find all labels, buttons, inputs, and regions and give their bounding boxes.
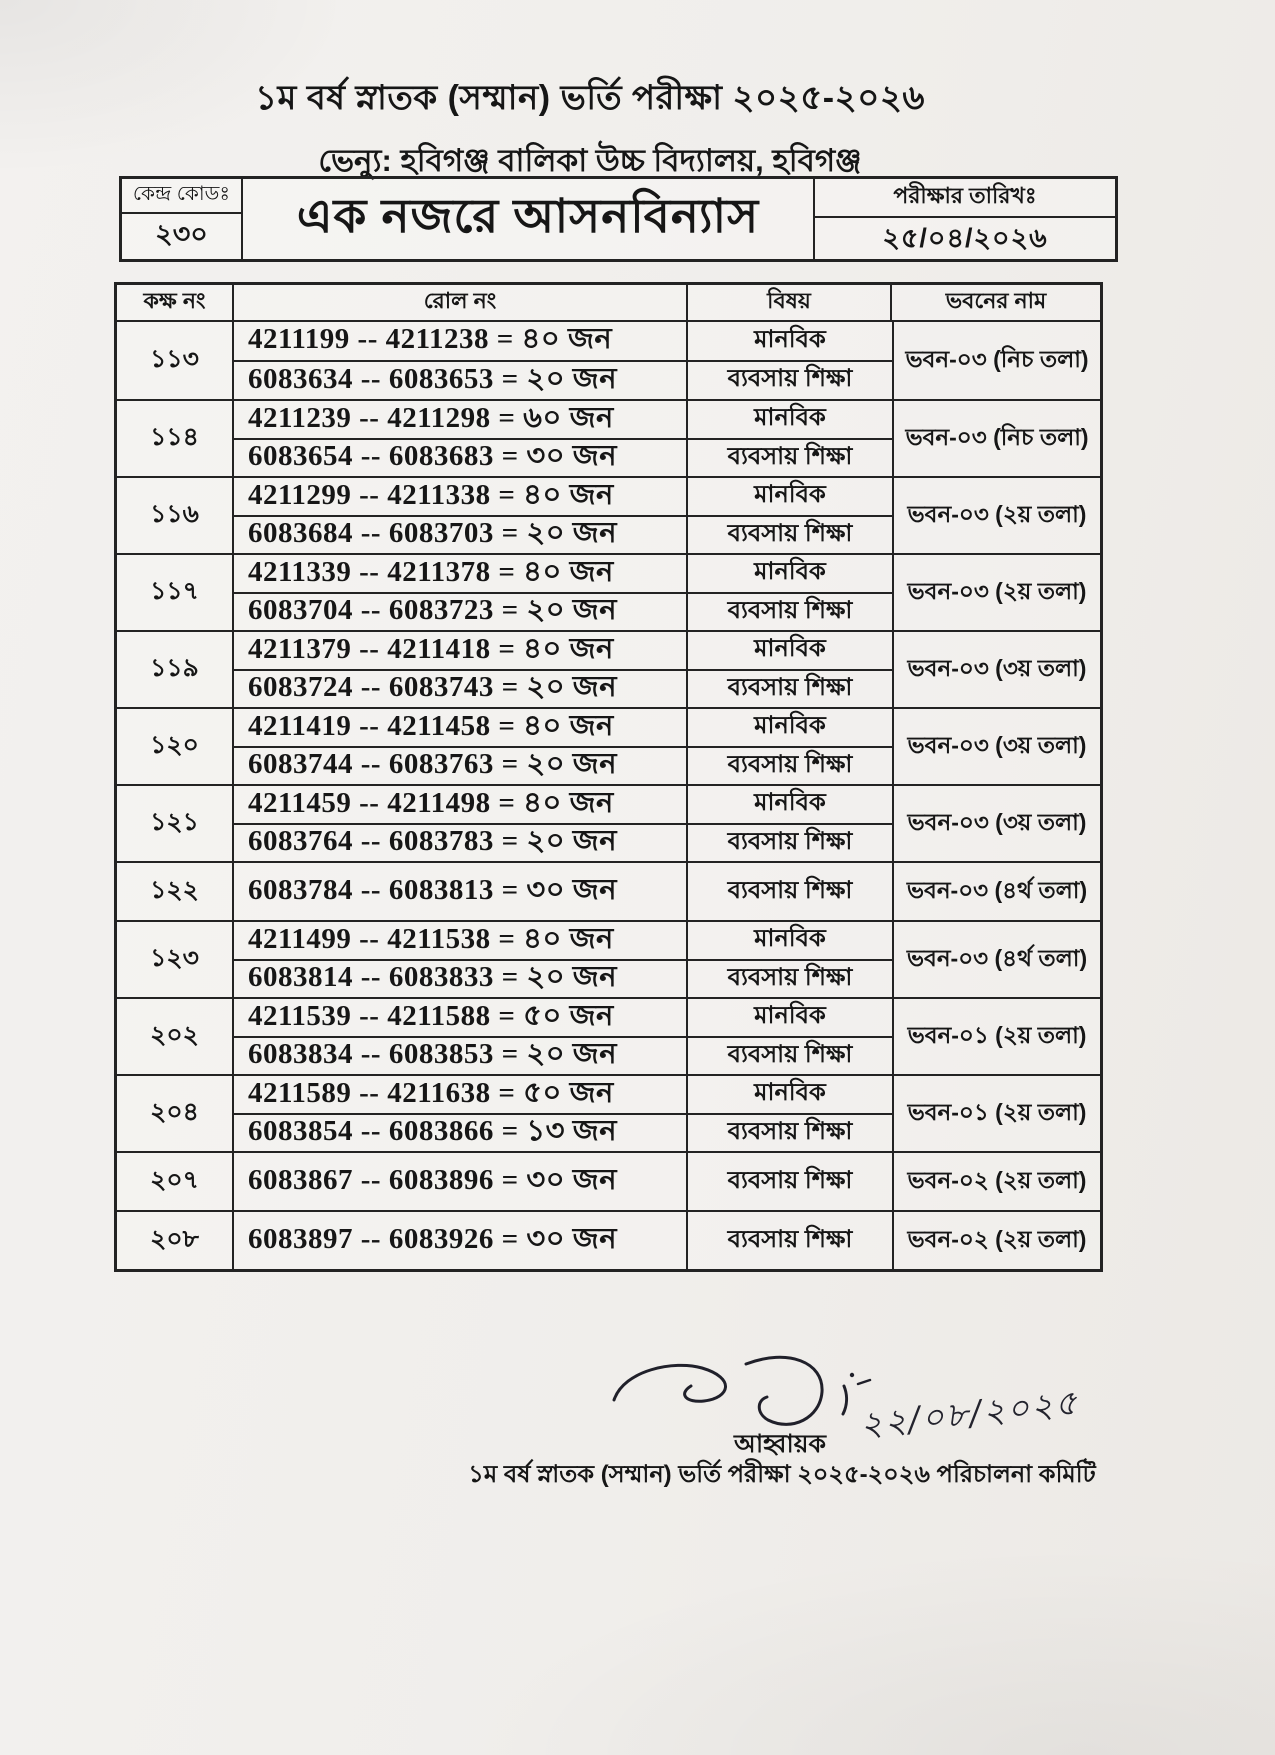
roll-subject-subrow: [234, 1076, 892, 1113]
page-title: এক নজরে আসনবিন্যাস: [296, 189, 760, 242]
roll-subject-group: [234, 322, 892, 399]
table-row: [117, 1074, 1100, 1151]
building-name-cell: ভবন-০৩ (নিচ তলা): [892, 401, 1100, 476]
subject-cell: মানবিক: [754, 404, 826, 432]
roll-range-cell: 4211539 -- 4211588 = ৫০ জন: [234, 999, 688, 1036]
roll-subject-subrow: [234, 401, 892, 438]
table-row: [117, 322, 1100, 399]
room-number-cell: ২০৪: [117, 1076, 234, 1151]
room-number-cell: ১১৩: [117, 322, 234, 399]
roll-subject-subrow: [234, 322, 892, 360]
roll-subject-subrow: [234, 959, 892, 998]
building-name-cell: ভবন-০১ (২য় তলা): [892, 1076, 1100, 1151]
subject-cell: মানবিক: [754, 325, 826, 353]
table-row: [117, 920, 1100, 997]
table-row: [117, 399, 1100, 476]
info-box: [119, 176, 1118, 262]
building-name-cell: ভবন-০৩ (৩য় তলা): [892, 632, 1100, 707]
roll-subject-group: [234, 1212, 892, 1269]
subject-cell: মানবিক: [754, 635, 826, 663]
roll-subject-group: [234, 555, 892, 630]
seating-table: [114, 282, 1103, 1272]
roll-range-cell: 4211379 -- 4211418 = ৪০ জন: [234, 632, 688, 669]
table-row: [117, 553, 1100, 630]
subject-cell: ব্যবসায় শিক্ষা: [727, 519, 853, 547]
subject-cell: মানবিক: [754, 712, 826, 740]
building-name-cell: ভবন-০৩ (২য় তলা): [892, 478, 1100, 553]
subject-cell: ব্যবসায় শিক্ষা: [727, 876, 853, 904]
roll-subject-subrow: [234, 746, 892, 785]
table-row: [117, 476, 1100, 553]
subject-cell: ব্যবসায় শিক্ষা: [727, 442, 853, 470]
building-name-cell: ভবন-০৩ (নিচ তলা): [892, 322, 1100, 399]
table-row: [117, 1151, 1100, 1210]
roll-subject-subrow: [234, 555, 892, 592]
roll-range-cell: 6083704 -- 6083723 = ২০ জন: [234, 594, 688, 631]
roll-subject-subrow: [234, 786, 892, 823]
room-number-cell: ১২১: [117, 786, 234, 861]
room-number-cell: ২০৭: [117, 1153, 234, 1210]
subject-cell: মানবিক: [754, 925, 826, 953]
room-number-cell: ১১৬: [117, 478, 234, 553]
roll-range-cell: 4211239 -- 4211298 = ৬০ জন: [234, 401, 688, 438]
subject-cell: মানবিক: [754, 558, 826, 586]
subject-cell: ব্যবসায় শিক্ষা: [727, 1040, 853, 1068]
building-name-cell: ভবন-০১ (২য় তলা): [892, 999, 1100, 1074]
table-row: [117, 707, 1100, 784]
subject-cell: মানবিক: [754, 1002, 826, 1030]
roll-range-cell: 6083744 -- 6083763 = ২০ জন: [234, 748, 688, 785]
committee-line: ১ম বর্ষ স্নাতক (সম্মান) ভর্তি পরীক্ষা ২০২৫-২০২৬ পরিচালনা কমিটি: [468, 1461, 1096, 1488]
roll-range-cell: 6083684 -- 6083703 = ২০ জন: [234, 517, 688, 554]
roll-range-cell: 6083784 -- 6083813 = ৩০ জন: [234, 863, 688, 920]
subject-cell: ব্যবসায় শিক্ষা: [727, 1166, 853, 1194]
roll-subject-subrow: [234, 922, 892, 959]
roll-range-cell: 4211199 -- 4211238 = ৪০ জন: [234, 322, 688, 360]
center-code-cell: [122, 179, 243, 259]
convener-label: আহ্বায়ক: [734, 1430, 826, 1458]
roll-subject-subrow: [234, 999, 892, 1036]
room-number-cell: ২০৮: [117, 1212, 234, 1269]
subject-cell: মানবিক: [754, 789, 826, 817]
roll-subject-group: [234, 709, 892, 784]
roll-subject-subrow: [234, 592, 892, 631]
building-name-cell: ভবন-০২ (২য় তলা): [892, 1212, 1100, 1269]
roll-subject-subrow: [234, 438, 892, 477]
roll-subject-group: [234, 863, 892, 920]
roll-subject-group: [234, 922, 892, 997]
roll-range-cell: 6083724 -- 6083743 = ২০ জন: [234, 671, 688, 708]
roll-subject-subrow: [234, 669, 892, 708]
roll-subject-group: [234, 1076, 892, 1151]
room-number-cell: ১২৩: [117, 922, 234, 997]
subject-cell: ব্যবসায় শিক্ষা: [727, 827, 853, 855]
handwritten-date: ২২/০৮/২০২৫: [858, 1382, 1081, 1446]
roll-range-cell: 4211299 -- 4211338 = ৪০ জন: [234, 478, 688, 515]
table-row: [117, 1210, 1100, 1269]
building-name-cell: ভবন-০৩ (৩য় তলা): [892, 709, 1100, 784]
roll-subject-subrow: [234, 823, 892, 862]
building-name-cell: ভবন-০৩ (৪র্থ তলা): [892, 922, 1100, 997]
table-row: [117, 784, 1100, 861]
table-row: [117, 997, 1100, 1074]
roll-range-cell: 6083867 -- 6083896 = ৩০ জন: [234, 1153, 688, 1210]
roll-subject-group: [234, 632, 892, 707]
roll-range-cell: 6083814 -- 6083833 = ২০ জন: [234, 961, 688, 998]
header-subject: বিষয়: [688, 285, 892, 320]
roll-subject-subrow: [234, 863, 892, 920]
subject-cell: ব্যবসায় শিক্ষা: [727, 963, 853, 991]
subject-cell: ব্যবসায় শিক্ষা: [727, 750, 853, 778]
roll-subject-group: [234, 786, 892, 861]
roll-subject-subrow: [234, 632, 892, 669]
roll-range-cell: 4211419 -- 4211458 = ৪০ জন: [234, 709, 688, 746]
room-number-cell: ১২০: [117, 709, 234, 784]
roll-subject-group: [234, 1153, 892, 1210]
building-name-cell: ভবন-০৩ (৪র্থ তলা): [892, 863, 1100, 920]
roll-subject-subrow: [234, 1113, 892, 1152]
roll-range-cell: 4211499 -- 4211538 = ৪০ জন: [234, 922, 688, 959]
roll-range-cell: 6083634 -- 6083653 = ২০ জন: [234, 362, 688, 400]
building-name-cell: ভবন-০৩ (৩য় তলা): [892, 786, 1100, 861]
building-name-cell: ভবন-০২ (২য় তলা): [892, 1153, 1100, 1210]
roll-range-cell: 6083764 -- 6083783 = ২০ জন: [234, 825, 688, 862]
subject-cell: ব্যবসায় শিক্ষা: [727, 365, 853, 393]
roll-range-cell: 6083854 -- 6083866 = ১৩ জন: [234, 1115, 688, 1152]
roll-range-cell: 4211459 -- 4211498 = ৪০ জন: [234, 786, 688, 823]
roll-range-cell: 6083834 -- 6083853 = ২০ জন: [234, 1038, 688, 1075]
center-code-value: ২৩০: [155, 219, 208, 249]
roll-subject-group: [234, 999, 892, 1074]
roll-subject-subrow: [234, 1212, 892, 1269]
header-building-name: ভবনের নাম: [945, 288, 1047, 313]
seating-table-body: [117, 322, 1100, 1269]
building-name-cell: ভবন-০৩ (২য় তলা): [892, 555, 1100, 630]
roll-subject-subrow: [234, 1153, 892, 1210]
center-code-label: কেন্দ্র কোডঃ: [122, 179, 241, 214]
roll-range-cell: 6083897 -- 6083926 = ৩০ জন: [234, 1212, 688, 1269]
table-row: [117, 861, 1100, 920]
subject-cell: ব্যবসায় শিক্ষা: [727, 596, 853, 624]
subject-cell: মানবিক: [754, 481, 826, 509]
exam-title: ১ম বর্ষ স্নাতক (সম্মান) ভর্তি পরীক্ষা ২০২৫-২০২৬: [254, 79, 926, 117]
roll-subject-group: [234, 401, 892, 476]
roll-range-cell: 4211589 -- 4211638 = ৫০ জন: [234, 1076, 688, 1113]
venue-line: ভেন্যু: হবিগঞ্জ বালিকা উচ্চ বিদ্যালয়, হবিগঞ্জ: [318, 143, 862, 178]
room-number-cell: ১১৭: [117, 555, 234, 630]
subject-cell: ব্যবসায় শিক্ষা: [727, 673, 853, 701]
roll-range-cell: 6083654 -- 6083683 = ৩০ জন: [234, 440, 688, 477]
roll-subject-subrow: [234, 1036, 892, 1075]
room-number-cell: ২০২: [117, 999, 234, 1074]
roll-subject-group: [234, 478, 892, 553]
subject-cell: ব্যবসায় শিক্ষা: [727, 1117, 853, 1145]
roll-range-cell: 4211339 -- 4211378 = ৪০ জন: [234, 555, 688, 592]
roll-subject-subrow: [234, 709, 892, 746]
room-number-cell: ১১৪: [117, 401, 234, 476]
roll-subject-subrow: [234, 478, 892, 515]
exam-date-label: পরীক্ষার তারিখঃ: [815, 179, 1115, 218]
subject-cell: ব্যবসায় শিক্ষা: [727, 1225, 853, 1253]
roll-subject-subrow: [234, 515, 892, 554]
roll-subject-subrow: [234, 360, 892, 400]
document-titles: [0, 72, 1180, 189]
header-roll-number: রোল নং: [234, 285, 688, 320]
table-row: [117, 630, 1100, 707]
subject-cell: মানবিক: [754, 1079, 826, 1107]
room-number-cell: ১২২: [117, 863, 234, 920]
exam-date-value: ২৫/০৪/২০২৬: [882, 223, 1048, 253]
exam-date-cell: [813, 179, 1115, 259]
room-number-cell: ১১৯: [117, 632, 234, 707]
header-room-number: কক্ষ নং: [117, 285, 234, 320]
